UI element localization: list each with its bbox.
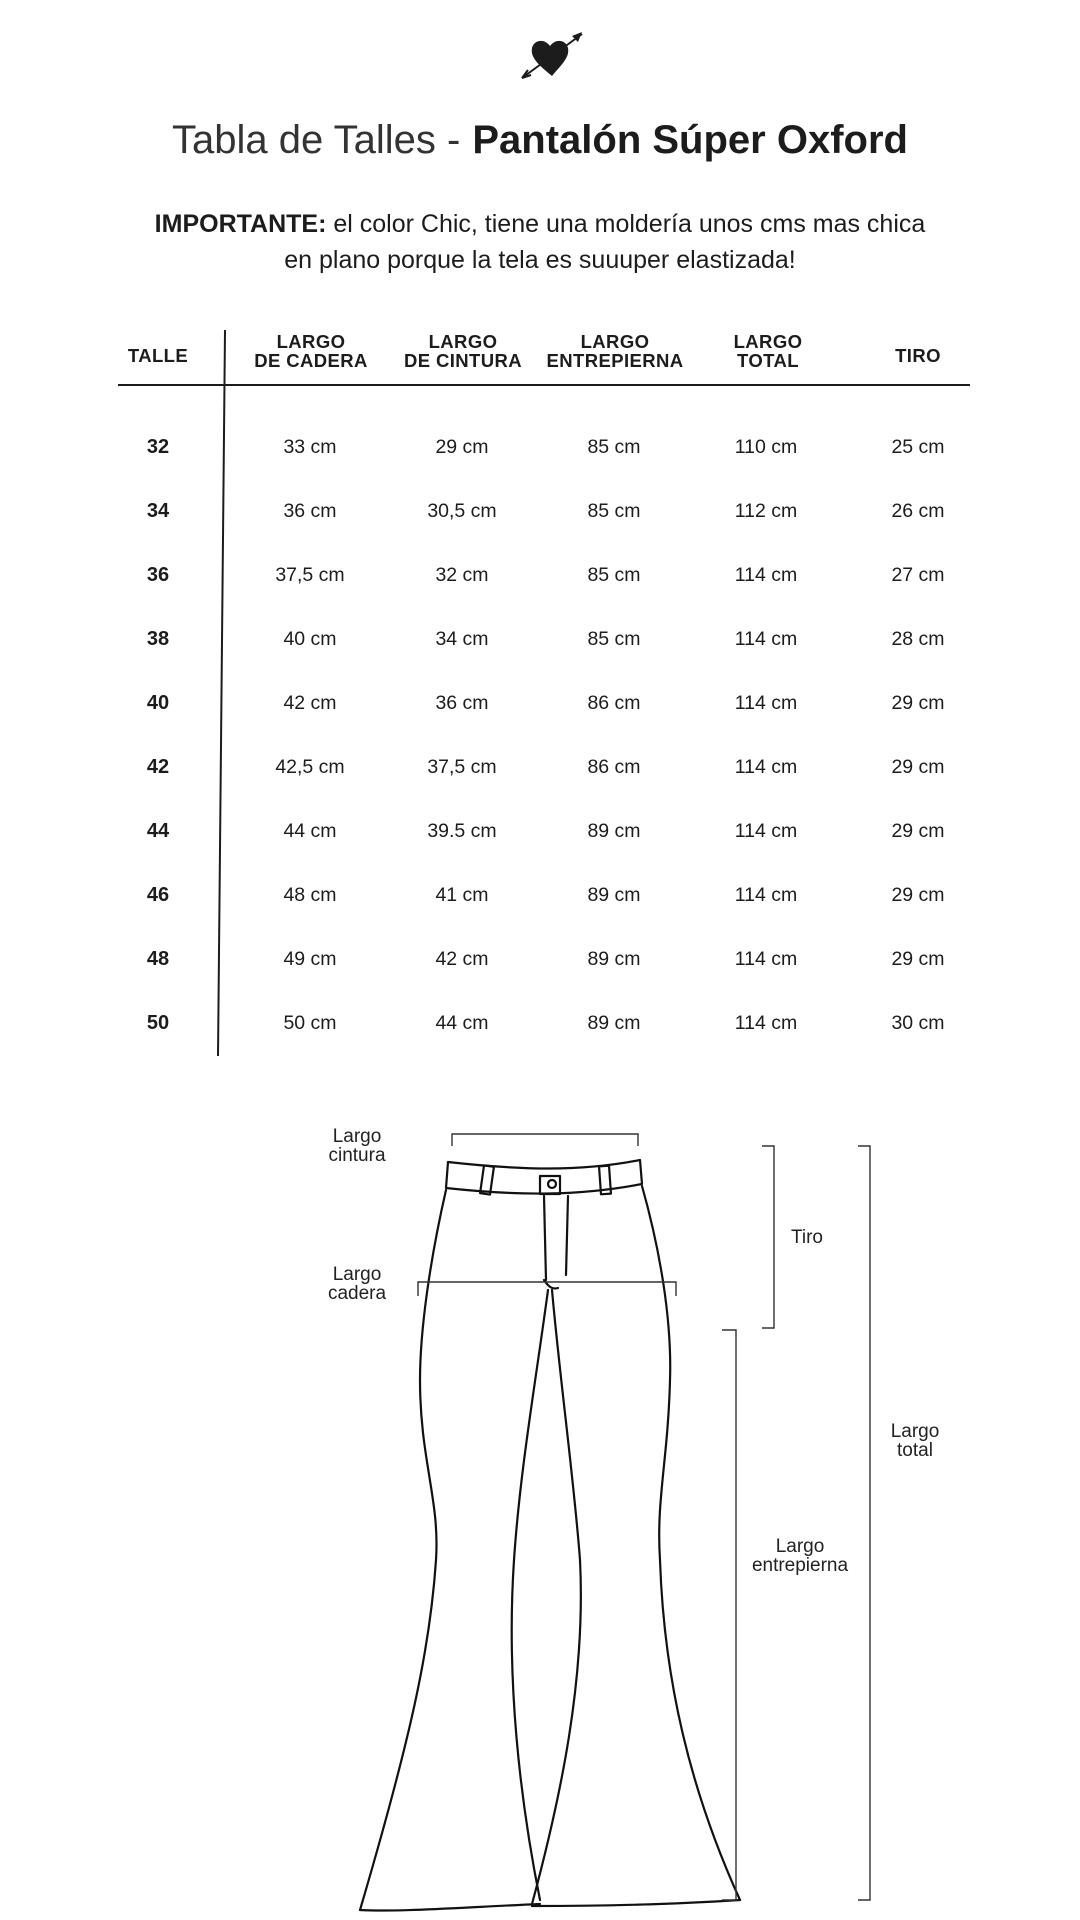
- cell-size: 48: [146, 948, 170, 970]
- cell-rise: 29 cm: [891, 948, 945, 970]
- cell-waist: 29 cm: [435, 436, 489, 458]
- cell-total: 114 cm: [734, 820, 798, 842]
- cell-size: 38: [146, 628, 170, 650]
- cell-rise: 27 cm: [891, 564, 945, 586]
- cell-hip: 36 cm: [283, 500, 337, 522]
- table-row: [0, 1012, 1080, 1042]
- cell-inseam: 86 cm: [587, 692, 641, 714]
- cell-rise: 30 cm: [891, 1012, 945, 1034]
- header-tiro: TIRO: [895, 345, 941, 366]
- header-talle: TALLE: [127, 345, 189, 366]
- cell-waist: 34 cm: [435, 628, 489, 650]
- table-row: [0, 692, 1080, 722]
- cell-rise: 29 cm: [891, 756, 945, 778]
- title-prefix: Tabla de Talles -: [172, 118, 461, 162]
- measurement-diagram: [0, 1100, 1080, 1920]
- table-row: [0, 756, 1080, 786]
- cell-inseam: 89 cm: [587, 948, 641, 970]
- cell-total: 114 cm: [734, 948, 798, 970]
- cell-total: 114 cm: [734, 564, 798, 586]
- table-row: [0, 820, 1080, 850]
- cell-inseam: 89 cm: [587, 820, 641, 842]
- table-row: [0, 436, 1080, 466]
- cell-waist: 30,5 cm: [427, 500, 497, 522]
- table-row: [0, 628, 1080, 658]
- cell-size: 42: [146, 756, 170, 778]
- cell-waist: 32 cm: [435, 564, 489, 586]
- header-largo-entrepierna: LARGO ENTREPIERNA: [546, 331, 684, 371]
- cell-total: 114 cm: [734, 692, 798, 714]
- cell-size: 34: [146, 500, 170, 522]
- cell-inseam: 89 cm: [587, 884, 641, 906]
- cell-waist: 36 cm: [435, 692, 489, 714]
- cell-hip: 40 cm: [283, 628, 337, 650]
- header-largo-cintura: LARGO DE CINTURA: [403, 331, 523, 371]
- cell-waist: 39.5 cm: [427, 820, 497, 842]
- cell-size: 50: [146, 1012, 170, 1034]
- header-largo-total: LARGO TOTAL: [733, 331, 803, 371]
- label-largo-cadera: Largo cadera: [327, 1264, 387, 1304]
- jeans-sketch: [0, 1100, 1080, 1920]
- cell-hip: 42 cm: [283, 692, 337, 714]
- cell-hip: 49 cm: [283, 948, 337, 970]
- cell-inseam: 85 cm: [587, 436, 641, 458]
- note-text: el color Chic, tiene una moldería unos cms mas chica en plano porque la tela es suuuper elastizada!: [284, 210, 926, 274]
- label-largo-entrepierna: Largo entrepierna: [751, 1536, 849, 1576]
- cell-waist: 41 cm: [435, 884, 489, 906]
- cell-hip: 44 cm: [283, 820, 337, 842]
- label-largo-total: Largo total: [890, 1421, 940, 1461]
- cell-inseam: 85 cm: [587, 500, 641, 522]
- cell-total: 110 cm: [734, 436, 798, 458]
- cell-rise: 26 cm: [891, 500, 945, 522]
- table-row: [0, 884, 1080, 914]
- cell-rise: 28 cm: [891, 628, 945, 650]
- cell-inseam: 85 cm: [587, 628, 641, 650]
- note-emphasis: IMPORTANTE:: [154, 210, 327, 238]
- cell-waist: 37,5 cm: [427, 756, 497, 778]
- cell-size: 46: [146, 884, 170, 906]
- cell-rise: 29 cm: [891, 884, 945, 906]
- cell-total: 112 cm: [734, 500, 798, 522]
- cell-hip: 42,5 cm: [275, 756, 345, 778]
- cell-total: 114 cm: [734, 1012, 798, 1034]
- cell-size: 44: [146, 820, 170, 842]
- cell-total: 114 cm: [734, 628, 798, 650]
- cell-rise: 25 cm: [891, 436, 945, 458]
- cell-hip: 37,5 cm: [275, 564, 345, 586]
- label-largo-cintura: Largo cintura: [328, 1126, 386, 1166]
- cell-inseam: 86 cm: [587, 756, 641, 778]
- cell-rise: 29 cm: [891, 820, 945, 842]
- cell-total: 114 cm: [734, 756, 798, 778]
- label-tiro: Tiro: [790, 1227, 824, 1248]
- header-largo-cadera: LARGO DE CADERA: [254, 331, 368, 371]
- table-row: [0, 948, 1080, 978]
- cell-waist: 44 cm: [435, 1012, 489, 1034]
- cell-size: 32: [146, 436, 170, 458]
- table-row: [0, 564, 1080, 594]
- cell-hip: 48 cm: [283, 884, 337, 906]
- table-row: [0, 500, 1080, 530]
- cell-waist: 42 cm: [435, 948, 489, 970]
- cell-size: 36: [146, 564, 170, 586]
- cell-inseam: 89 cm: [587, 1012, 641, 1034]
- cell-size: 40: [146, 692, 170, 714]
- cell-hip: 33 cm: [283, 436, 337, 458]
- cell-hip: 50 cm: [283, 1012, 337, 1034]
- product-name: Pantalón Súper Oxford: [472, 118, 908, 162]
- cell-rise: 29 cm: [891, 692, 945, 714]
- cell-total: 114 cm: [734, 884, 798, 906]
- cell-inseam: 85 cm: [587, 564, 641, 586]
